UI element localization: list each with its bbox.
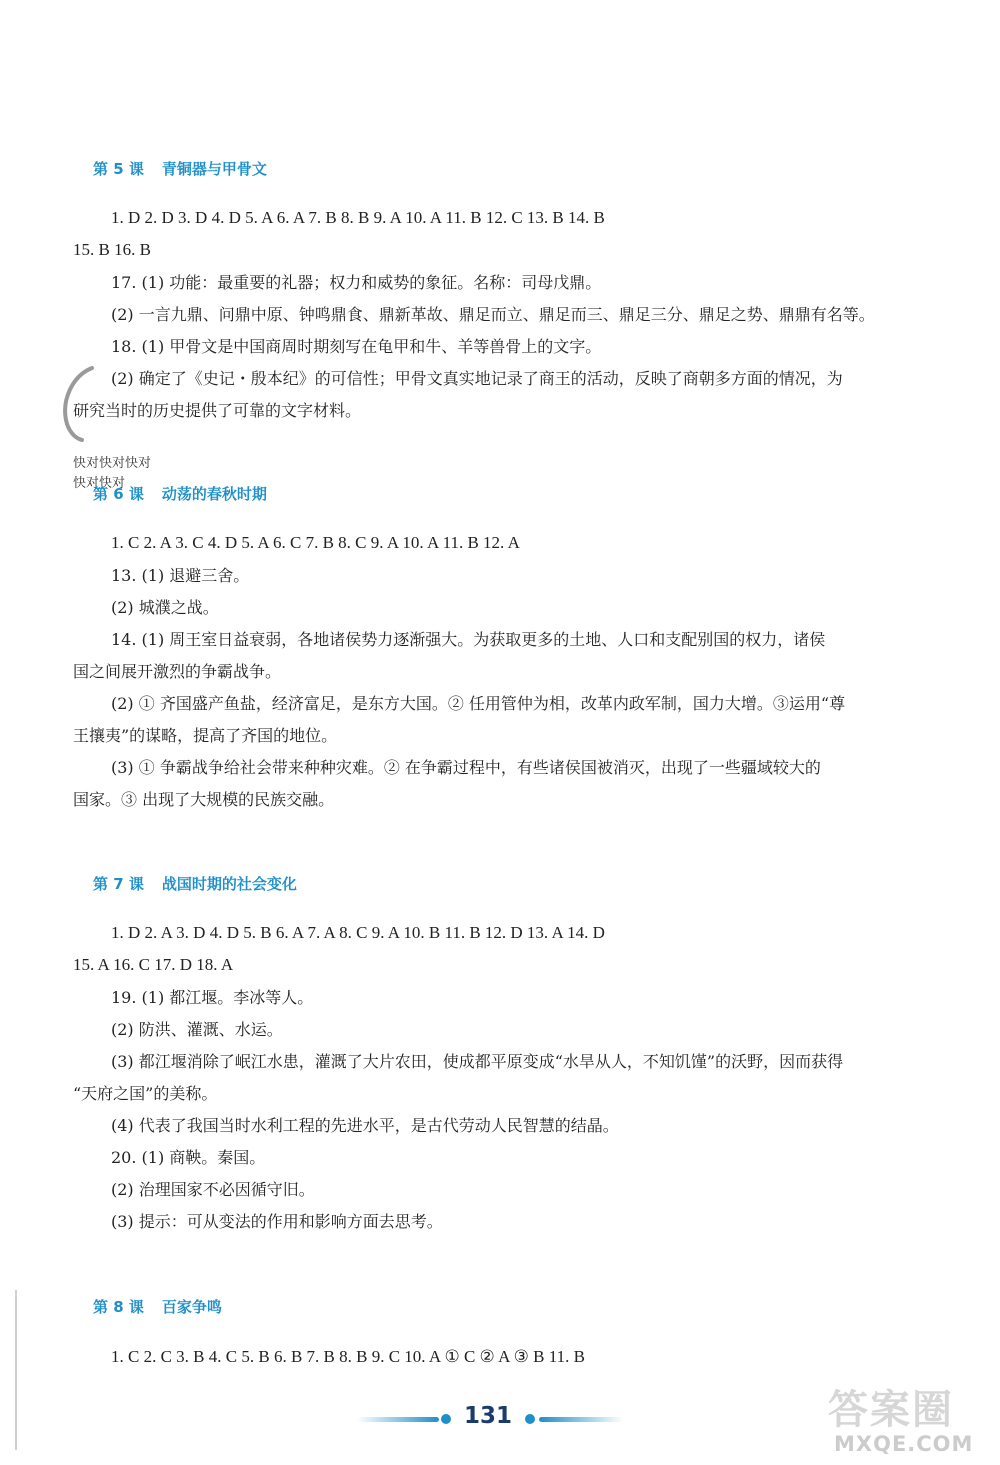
lesson6-mcq-line1: 1. C 2. A 3. C 4. D 5. A 6. C 7. B 8. C 9. A 10. A 11. B 12. A xyxy=(111,533,520,552)
lesson6-q13-2: (2) 城濮之战。 xyxy=(111,598,219,617)
curl-mark-icon xyxy=(58,364,98,444)
margin-line xyxy=(15,1290,17,1450)
lesson6-q14-1a: 14. (1) 周王室日益衰弱，各地诸侯势力逐渐强大。为获取更多的土地、人口和支配别国的权力，诸侯 xyxy=(111,630,826,649)
watermark-cn: 答案圈 xyxy=(828,1387,954,1433)
lesson8-mcq-line1: 1. C 2. C 3. B 4. C 5. B 6. B 7. B 8. B 9. C 10. A ① C ② A ③ B 11. B xyxy=(111,1347,585,1366)
lesson5-q17-2: (2) 一言九鼎、问鼎中原、钟鸣鼎食、鼎新革故、鼎足而立、鼎足而三、鼎足三分、鼎足之势、鼎鼎有名等。 xyxy=(111,305,875,324)
lesson6-q14-1b: 国之间展开激烈的争霸战争。 xyxy=(73,662,282,681)
lesson7-mcq-line1: 1. D 2. A 3. D 4. D 5. B 6. A 7. A 8. C 9. A 10. B 11. B 12. D 13. A 14. D xyxy=(111,923,605,942)
lesson6-number: 第 6 课 xyxy=(93,485,144,503)
lesson5-mcq-line1: 1. D 2. D 3. D 4. D 5. A 6. A 7. B 8. B 9. A 10. A 11. B 12. C 13. B 14. B xyxy=(111,208,605,227)
lesson7-q19-1: 19. (1) 都江堰。李冰等人。 xyxy=(111,988,314,1007)
lesson5-q17-1: 17. (1) 功能：最重要的礼器；权力和威势的象征。名称：司母戊鼎。 xyxy=(111,273,602,292)
footer-dot-left xyxy=(441,1414,451,1424)
lesson8-number: 第 8 课 xyxy=(93,1298,144,1316)
scribble-line1: 快对快对快对 xyxy=(73,456,152,471)
lesson5-number: 第 5 课 xyxy=(93,160,144,178)
watermark-en: MXQE.COM xyxy=(834,1432,974,1456)
lesson5-heading xyxy=(93,158,267,179)
lesson6-q13-1: 13. (1) 退避三舍。 xyxy=(111,566,250,585)
lesson6-q14-2b: 王攘夷”的谋略，提高了齐国的地位。 xyxy=(73,726,338,745)
footer-bar-right xyxy=(539,1417,623,1422)
lesson5-q18-2a: (2) 确定了《史记・殷本纪》的可信性；甲骨文真实地记录了商王的活动，反映了商朝多方面的情况，为 xyxy=(111,369,843,388)
watermark xyxy=(828,1378,998,1462)
lesson5-q18-1: 18. (1) 甲骨文是中国商周时期刻写在龟甲和牛、羊等兽骨上的文字。 xyxy=(111,337,602,356)
lesson7-number: 第 7 课 xyxy=(93,875,144,893)
lesson7-q19-4: (4) 代表了我国当时水利工程的先进水平，是古代劳动人民智慧的结晶。 xyxy=(111,1116,619,1135)
lesson5-q18-2b: 研究当时的历史提供了可靠的文字材料。 xyxy=(73,401,362,420)
lesson6-heading xyxy=(93,483,267,504)
lesson7-title: 战国时期的社会变化 xyxy=(161,875,297,893)
lesson6-q14-3b: 国家。③ 出现了大规模的民族交融。 xyxy=(73,790,335,809)
lesson7-q20-3: (3) 提示：可从变法的作用和影响方面去思考。 xyxy=(111,1212,443,1231)
lesson7-heading xyxy=(93,873,297,894)
footer-bar-left xyxy=(357,1417,439,1422)
lesson8-title: 百家争鸣 xyxy=(161,1298,222,1316)
lesson5-mcq-line2: 15. B 16. B xyxy=(73,240,151,259)
page-footer xyxy=(355,1405,625,1435)
lesson7-q19-3a: (3) 都江堰消除了岷江水患，灌溉了大片农田，使成都平原变成“水旱从人，不知饥馑”的沃野，因而获得 xyxy=(111,1052,844,1071)
page-number: 131 xyxy=(463,1403,512,1429)
lesson8-heading xyxy=(93,1296,222,1317)
lesson6-q14-2a: (2) ① 齐国盛产鱼盐，经济富足，是东方大国。② 任用管仲为相，改革内政军制，国力大增。③运用“尊 xyxy=(111,694,846,713)
lesson5-title: 青铜器与甲骨文 xyxy=(161,160,267,178)
lesson6-q14-3a: (3) ① 争霸战争给社会带来种种灾难。② 在争霸过程中，有些诸侯国被消灭，出现了一些疆域较大的 xyxy=(111,758,821,777)
footer-dot-right xyxy=(525,1414,535,1424)
scribble-line2: 快对快对 xyxy=(73,476,126,491)
lesson7-mcq-line2: 15. A 16. C 17. D 18. A xyxy=(73,955,234,974)
lesson6-title: 动荡的春秋时期 xyxy=(161,485,267,503)
lesson7-q20-1: 20. (1) 商鞅。秦国。 xyxy=(111,1148,266,1167)
lesson7-q19-3b: “天府之国”的美称。 xyxy=(73,1084,218,1103)
lesson7-q20-2: (2) 治理国家不必因循守旧。 xyxy=(111,1180,315,1199)
lesson7-q19-2: (2) 防洪、灌溉、水运。 xyxy=(111,1020,283,1039)
